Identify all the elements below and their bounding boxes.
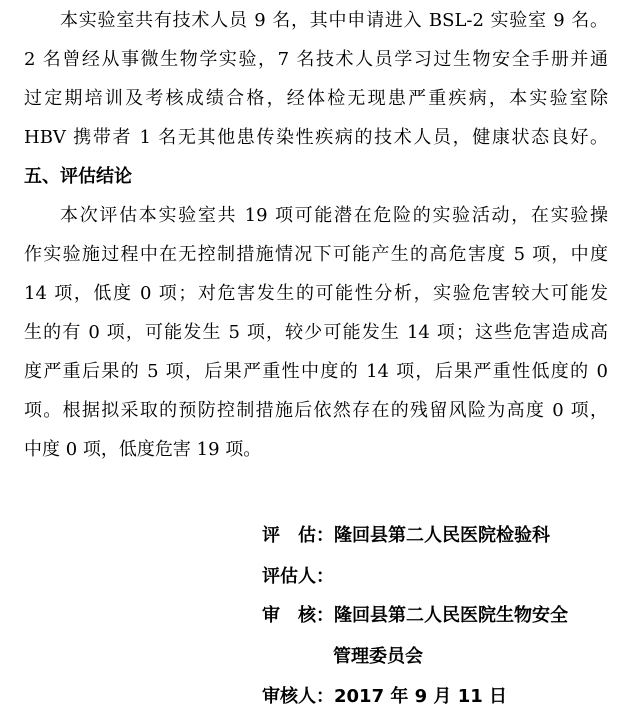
signature-reviewer-person-date: 审核人：2017 年 9 月 11 日: [262, 686, 508, 707]
paragraph2-line-6: 项。根据拟采取的预防控制措施后依然存在的残留风险为高度 0 项，: [24, 400, 608, 421]
section-heading-conclusion: 五、评估结论: [24, 166, 132, 187]
paragraph2-line-7: 中度 0 项，低度危害 19 项。: [24, 439, 262, 460]
signature-assessor-person: 评估人：: [262, 566, 334, 587]
signature-reviewer: 审 核：隆回县第二人民医院生物安全: [262, 605, 568, 626]
paragraph1-line-1: 本实验室共有技术人员 9 名，其中申请进入 BSL-2 实验室 9 名。: [60, 10, 608, 31]
paragraph2-line-1: 本次评估本实验室共 19 项可能潜在危险的实验活动，在实验操: [60, 205, 608, 226]
signature-assessor: 评 估：隆回县第二人民医院检验科: [262, 525, 550, 546]
paragraph2-line-4: 生的有 0 项，可能发生 5 项，较少可能发生 14 项；这些危害造成高: [24, 322, 608, 343]
paragraph2-line-5: 度严重后果的 5 项，后果严重性中度的 14 项，后果严重性低度的 0: [24, 361, 608, 382]
signature-reviewer-continued: 管理委员会: [333, 646, 423, 667]
paragraph1-line-4: HBV 携带者 1 名无其他患传染性疾病的技术人员，健康状态良好。: [24, 127, 608, 148]
paragraph1-line-3: 过定期培训及考核成绩合格，经体检无现患严重疾病，本实验室除: [24, 88, 608, 109]
paragraph2-line-3: 14 项，低度 0 项；对危害发生的可能性分析，实验危害较大可能发: [24, 283, 608, 304]
paragraph2-line-2: 作实验施过程中在无控制措施情况下可能产生的高危害度 5 项，中度: [24, 244, 608, 265]
paragraph1-line-2: 2 名曾经从事微生物学实验，7 名技术人员学习过生物安全手册并通: [24, 49, 608, 70]
